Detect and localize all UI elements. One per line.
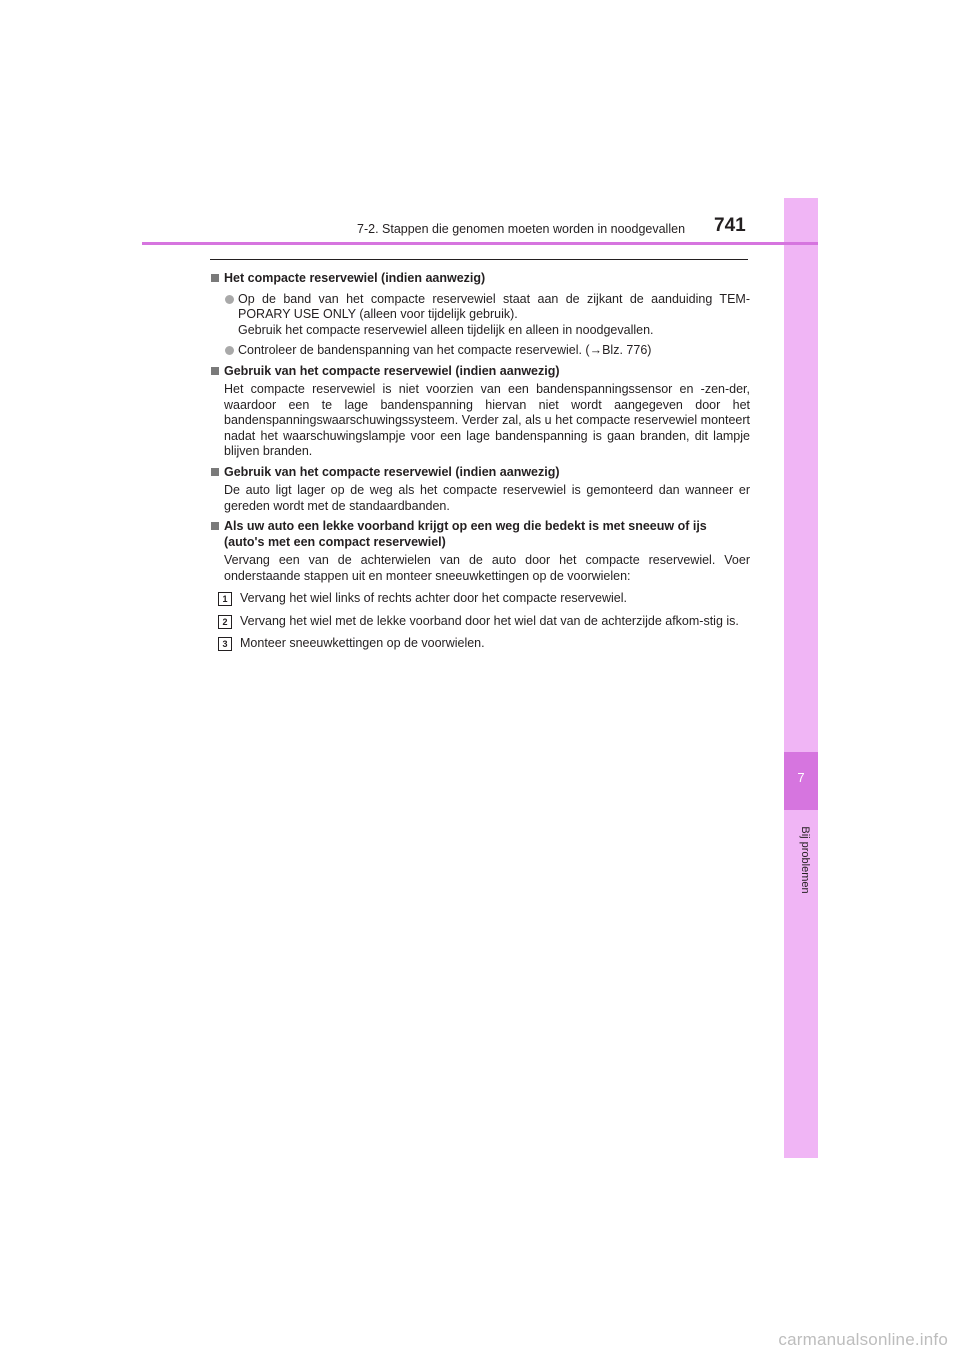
bullet-check-pressure: Controleer de bandenspanning van het compacte reservewiel. (→Blz. 776) [210, 343, 750, 359]
chapter-title: Bij problemen [799, 826, 811, 894]
page-number: 741 [714, 215, 746, 236]
heading-compact-spare: Het compacte reservewiel (indien aanwezig) [210, 271, 750, 287]
heading-flat-front-snow: Als uw auto een lekke voorband krijgt op een weg die bedekt is met sneeuw of ijs (auto's met een compact reservewiel) [210, 519, 750, 550]
chapter-side-tab [784, 198, 818, 1158]
header-divider [142, 242, 818, 245]
square-bullet-icon [211, 367, 219, 375]
page-content [210, 266, 750, 652]
step-3: 3 Monteer sneeuwkettingen op de voorwielen. [210, 636, 750, 652]
bullet-temporary-use: Op de band van het compacte reservewiel staat aan de zijkant de aanduiding TEM- PORARY USE ONLY (alleen voor tijdelijk gebruik). Gebruik het compacte reservewiel alleen tijdelijk en alleen in noodgevallen. [210, 292, 750, 339]
square-bullet-icon [211, 522, 219, 530]
paragraph-ride-height: De auto ligt lager op de weg als het compacte reservewiel is gemonteerd dan wanneer er gereden wordt met de standaardbanden. [224, 483, 750, 513]
square-bullet-icon [211, 274, 219, 282]
circle-bullet-icon [225, 346, 234, 355]
step-1: 1 Vervang het wiel links of rechts achter door het compacte reservewiel. [210, 591, 750, 607]
paragraph-replace-rear: Vervang een van de achterwielen van de auto door het compacte reservewiel. Voer onderstaande stappen uit en monteer sneeuwkettingen op de voorwielen: [224, 553, 750, 583]
heading-use-compact-spare: Gebruik van het compacte reservewiel (indien aanwezig) [210, 364, 750, 380]
watermark: carmanualsonline.info [778, 1330, 948, 1349]
paragraph-pressure-sensor: Het compacte reservewiel is niet voorzien van een bandenspanningssensor en -zen-der, waardoor een te lage bandenspanning hiervan niet wordt aangegeven door het bandenspanningswaarschuwingssysteem. Verder zal, als u het compacte reservewiel monteert nadat het waarschuwingslampje voor een lage bandenspanning is gaan branden, dit lampje blijven branden. [224, 382, 750, 458]
content-rule [210, 259, 748, 260]
step-number-badge: 2 [218, 615, 232, 629]
step-number-badge: 3 [218, 637, 232, 651]
heading-use-compact-spare-2: Gebruik van het compacte reservewiel (indien aanwezig) [210, 465, 750, 481]
square-bullet-icon [211, 468, 219, 476]
section-title: 7-2. Stappen die genomen moeten worden in noodgevallen [357, 222, 686, 236]
chapter-number: 7 [797, 770, 805, 785]
circle-bullet-icon [225, 295, 234, 304]
step-2: 2 Vervang het wiel met de lekke voorband door het wiel dat van de achterzijde afkom-stig is. [210, 614, 750, 630]
step-number-badge: 1 [218, 592, 232, 606]
